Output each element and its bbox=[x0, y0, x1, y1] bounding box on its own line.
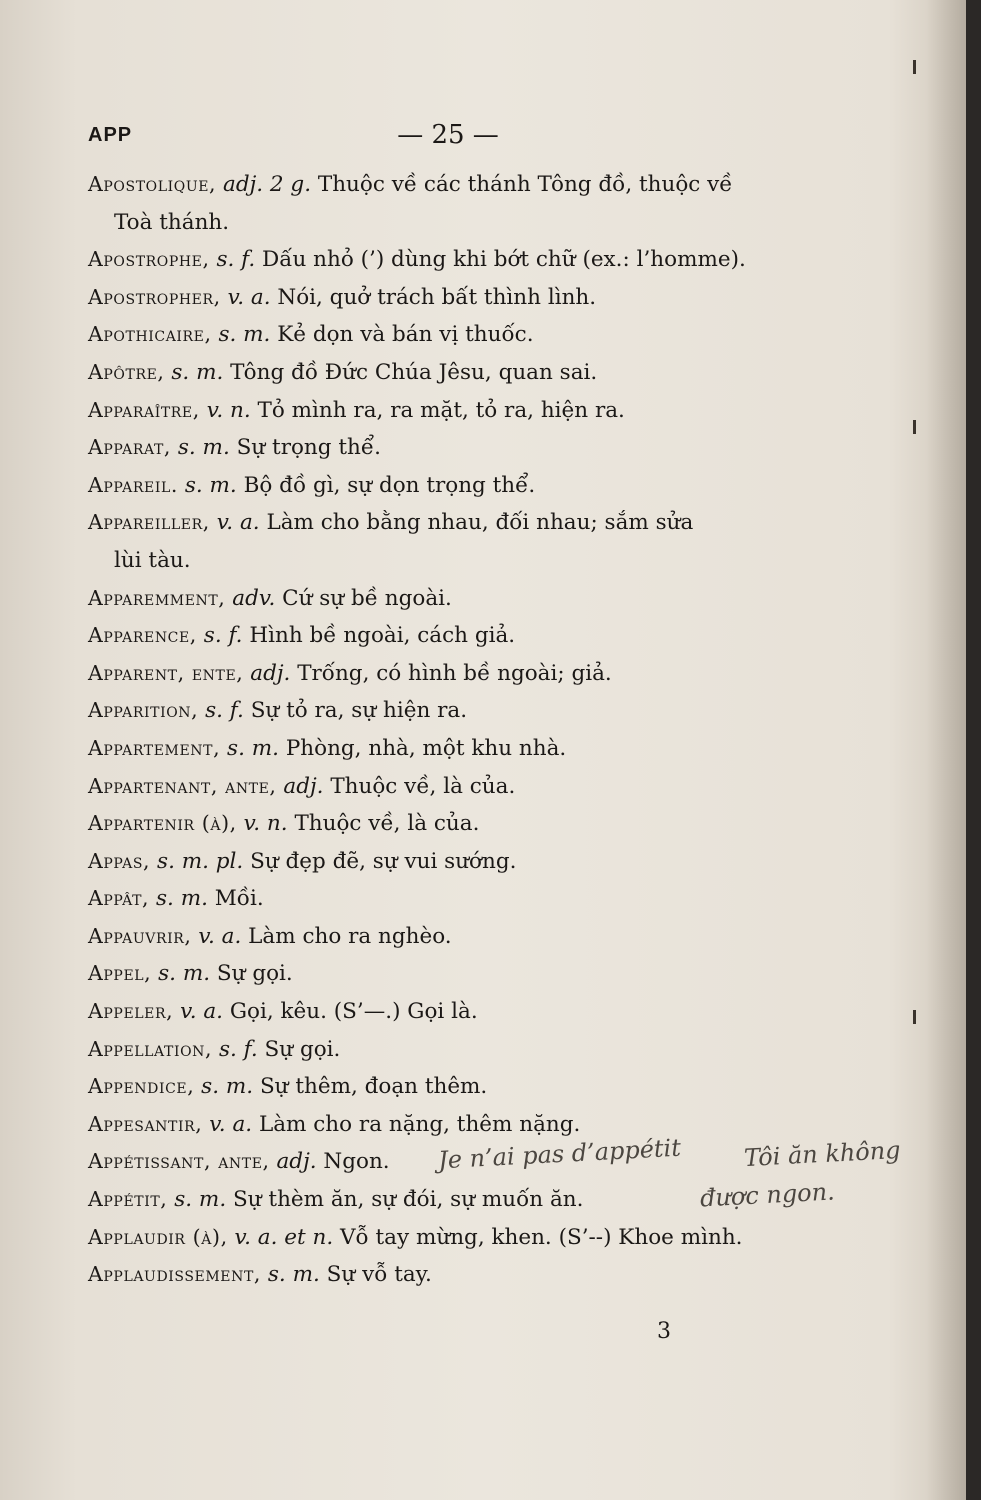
entry-headword: Appareiller, bbox=[88, 510, 210, 535]
signature-mark: 3 bbox=[657, 1319, 671, 1344]
entry-headword: Apparat, bbox=[88, 435, 172, 460]
dictionary-entry bbox=[88, 692, 808, 730]
entry-grammar: s. m. bbox=[171, 359, 224, 385]
dictionary-entry bbox=[88, 580, 808, 618]
edge-mark bbox=[913, 60, 916, 74]
entry-headword: Apparent, ente, bbox=[88, 660, 244, 685]
entry-gloss: Thuộc về, là của. bbox=[330, 773, 516, 799]
entry-headword: Apparemment, bbox=[88, 585, 226, 610]
dictionary-entry bbox=[88, 993, 808, 1031]
entry-grammar: s. m. bbox=[201, 1074, 254, 1100]
dictionary-entry bbox=[88, 1219, 808, 1257]
entry-gloss: Mồi. bbox=[214, 886, 264, 912]
entry-grammar: v. n. bbox=[243, 811, 288, 837]
entry-grammar: s. m. bbox=[158, 961, 211, 987]
entry-grammar: s. m. bbox=[267, 1262, 320, 1288]
entry-headword: Appellation, bbox=[88, 1036, 213, 1061]
entry-gloss: Sự đẹp đẽ, sự vui sướng. bbox=[250, 848, 517, 874]
entry-headword: Appareil. bbox=[88, 472, 178, 497]
entry-headword: Appétit, bbox=[88, 1187, 168, 1212]
entry-grammar: s. m. bbox=[184, 472, 237, 498]
dictionary-entry bbox=[88, 1106, 808, 1144]
entry-headword: Appeler, bbox=[88, 999, 174, 1024]
entry-gloss: Tỏ mình ra, ra mặt, tỏ ra, hiện ra. bbox=[257, 397, 625, 423]
dictionary-entry bbox=[88, 805, 808, 843]
entry-gloss: Sự vỗ tay. bbox=[326, 1262, 432, 1288]
entry-gloss: Trống, có hình bề ngoài; giả. bbox=[297, 660, 612, 686]
entry-gloss: Sự trọng thể. bbox=[236, 435, 381, 461]
entry-grammar: v. a. bbox=[180, 999, 224, 1025]
entry-grammar: adj. bbox=[276, 1149, 317, 1175]
entry-gloss: Hình bề ngoài, cách giả. bbox=[249, 623, 516, 649]
entry-grammar: v. a. bbox=[198, 923, 242, 949]
entry-gloss: Kẻ dọn và bán vị thuốc. bbox=[277, 322, 534, 348]
entry-grammar: s. m. pl. bbox=[157, 848, 244, 874]
entry-headword: Apostrophe, bbox=[88, 247, 210, 272]
entry-gloss: Gọi, kêu. (S’—.) Gọi là. bbox=[229, 999, 478, 1025]
entry-gloss: Bộ đồ gì, sự dọn trọng thể. bbox=[243, 472, 536, 498]
entry-grammar: adj. bbox=[250, 660, 291, 686]
page-shadow bbox=[926, 0, 966, 1500]
entry-gloss: Sự thêm, đoạn thêm. bbox=[259, 1074, 488, 1100]
entry-gloss: Sự tỏ ra, sự hiện ra. bbox=[250, 698, 468, 724]
running-head: APP bbox=[88, 124, 133, 146]
entry-grammar: s. m. bbox=[156, 886, 208, 912]
dictionary-entry bbox=[88, 655, 808, 693]
entry-grammar: s. f. bbox=[203, 623, 243, 649]
dictionary-entry bbox=[88, 1068, 808, 1106]
entry-gloss: Sự gọi. bbox=[216, 961, 293, 987]
entry-grammar: v. a. bbox=[227, 284, 271, 310]
dictionary-entry bbox=[88, 392, 808, 430]
dictionary-entry bbox=[88, 768, 808, 806]
entry-headword: Apparaître, bbox=[88, 397, 200, 422]
entry-grammar: s. f. bbox=[218, 1036, 258, 1062]
dictionary-entries bbox=[88, 166, 808, 1294]
dictionary-entry bbox=[88, 429, 808, 467]
page-number: — 25 — bbox=[397, 120, 499, 150]
entry-headword: Apostolique, bbox=[88, 172, 217, 196]
entry-headword: Appétissant, ante, bbox=[88, 1149, 270, 1174]
entry-headword: Appartement, bbox=[88, 735, 221, 760]
dictionary-entry bbox=[88, 1031, 808, 1069]
entry-grammar: v. n. bbox=[206, 397, 251, 423]
dictionary-entry bbox=[88, 880, 808, 918]
dictionary-entry bbox=[88, 467, 808, 505]
entry-gloss: Thuộc về các thánh Tông đồ, thuộc về bbox=[317, 172, 733, 197]
entry-grammar: s. f. bbox=[205, 698, 244, 724]
dictionary-entry bbox=[88, 354, 808, 392]
entry-headword: Apparence, bbox=[88, 623, 197, 648]
entry-headword: Apparition, bbox=[88, 698, 199, 723]
dictionary-entry bbox=[88, 241, 808, 279]
handwritten-note-vietnamese-cont: được ngon. bbox=[699, 1177, 836, 1213]
entry-gloss: Làm cho bằng nhau, đối nhau; sắm sửa bbox=[266, 510, 694, 536]
entry-headword: Appesantir, bbox=[88, 1111, 203, 1136]
entry-gloss: Sự gọi. bbox=[264, 1036, 341, 1062]
entry-grammar: adj. 2 g. bbox=[223, 172, 312, 197]
entry-grammar: adj. bbox=[283, 773, 324, 799]
entry-gloss: Làm cho ra nghèo. bbox=[248, 923, 452, 949]
entry-gloss: Vỗ tay mừng, khen. (S’--) Khoe mình. bbox=[340, 1224, 743, 1250]
entry-headword: Apôtre, bbox=[88, 359, 165, 384]
dictionary-entry bbox=[88, 316, 808, 354]
entry-headword: Applaudir (à), bbox=[88, 1224, 228, 1249]
entry-headword: Appât, bbox=[88, 886, 150, 911]
dictionary-entry bbox=[88, 504, 808, 579]
entry-gloss: Nói, quở trách bất thình lình. bbox=[277, 284, 597, 310]
entry-grammar: s. f. bbox=[216, 247, 256, 273]
dictionary-entry bbox=[88, 617, 808, 655]
entry-headword: Appas, bbox=[88, 848, 151, 873]
edge-mark bbox=[913, 1010, 916, 1024]
dictionary-entry bbox=[88, 918, 808, 956]
dictionary-entry bbox=[88, 1256, 808, 1294]
entry-grammar: v. a. bbox=[209, 1111, 253, 1137]
handwritten-note-vietnamese: Tôi ăn không bbox=[743, 1135, 902, 1173]
entry-gloss: Làm cho ra nặng, thêm nặng. bbox=[258, 1111, 581, 1137]
handwritten-note-french: Je n’ai pas d’appétit bbox=[437, 1133, 682, 1175]
entry-headword: Appartenant, ante, bbox=[88, 773, 277, 798]
entry-headword: Appel, bbox=[88, 961, 152, 986]
edge-mark bbox=[913, 420, 916, 434]
dictionary-entry bbox=[88, 730, 808, 768]
dictionary-entry bbox=[88, 955, 808, 993]
entry-gloss: Sự thèm ăn, sự đói, sự muốn ăn. bbox=[233, 1187, 584, 1213]
entry-grammar: s. m. bbox=[218, 322, 271, 348]
dictionary-entry bbox=[88, 843, 808, 881]
entry-headword: Applaudissement, bbox=[88, 1262, 262, 1287]
entry-gloss: Thuộc về, là của. bbox=[294, 811, 480, 837]
entry-gloss: Cứ sự bề ngoài. bbox=[282, 585, 452, 611]
dictionary-entry bbox=[88, 166, 808, 241]
entry-headword: Appauvrir, bbox=[88, 923, 192, 948]
page-header bbox=[88, 120, 888, 156]
dictionary-entry bbox=[88, 279, 808, 317]
entry-headword: Appendice, bbox=[88, 1074, 195, 1099]
entry-gloss: Ngon. bbox=[323, 1149, 390, 1175]
entry-grammar: adv. bbox=[232, 585, 276, 611]
entry-gloss: Dấu nhỏ (’) dùng khi bớt chữ (ex.: l’homme). bbox=[262, 247, 746, 273]
entry-gloss: Tông đồ Đức Chúa Jêsu, quan sai. bbox=[230, 359, 598, 385]
entry-gloss-continuation: lùi tàu. bbox=[114, 547, 191, 573]
entry-gloss-continuation: Toà thánh. bbox=[114, 209, 230, 235]
entry-gloss: Phòng, nhà, một khu nhà. bbox=[285, 735, 567, 761]
entry-headword: Apostropher, bbox=[88, 284, 221, 309]
entry-grammar: s. m. bbox=[174, 1187, 227, 1213]
entry-grammar: s. m. bbox=[227, 735, 279, 761]
entry-grammar: v. a. bbox=[216, 510, 260, 536]
entry-grammar: s. m. bbox=[177, 435, 230, 461]
entry-grammar: v. a. et n. bbox=[234, 1224, 334, 1250]
entry-headword: Apothicaire, bbox=[88, 322, 212, 347]
entry-headword: Appartenir (à), bbox=[88, 811, 237, 836]
